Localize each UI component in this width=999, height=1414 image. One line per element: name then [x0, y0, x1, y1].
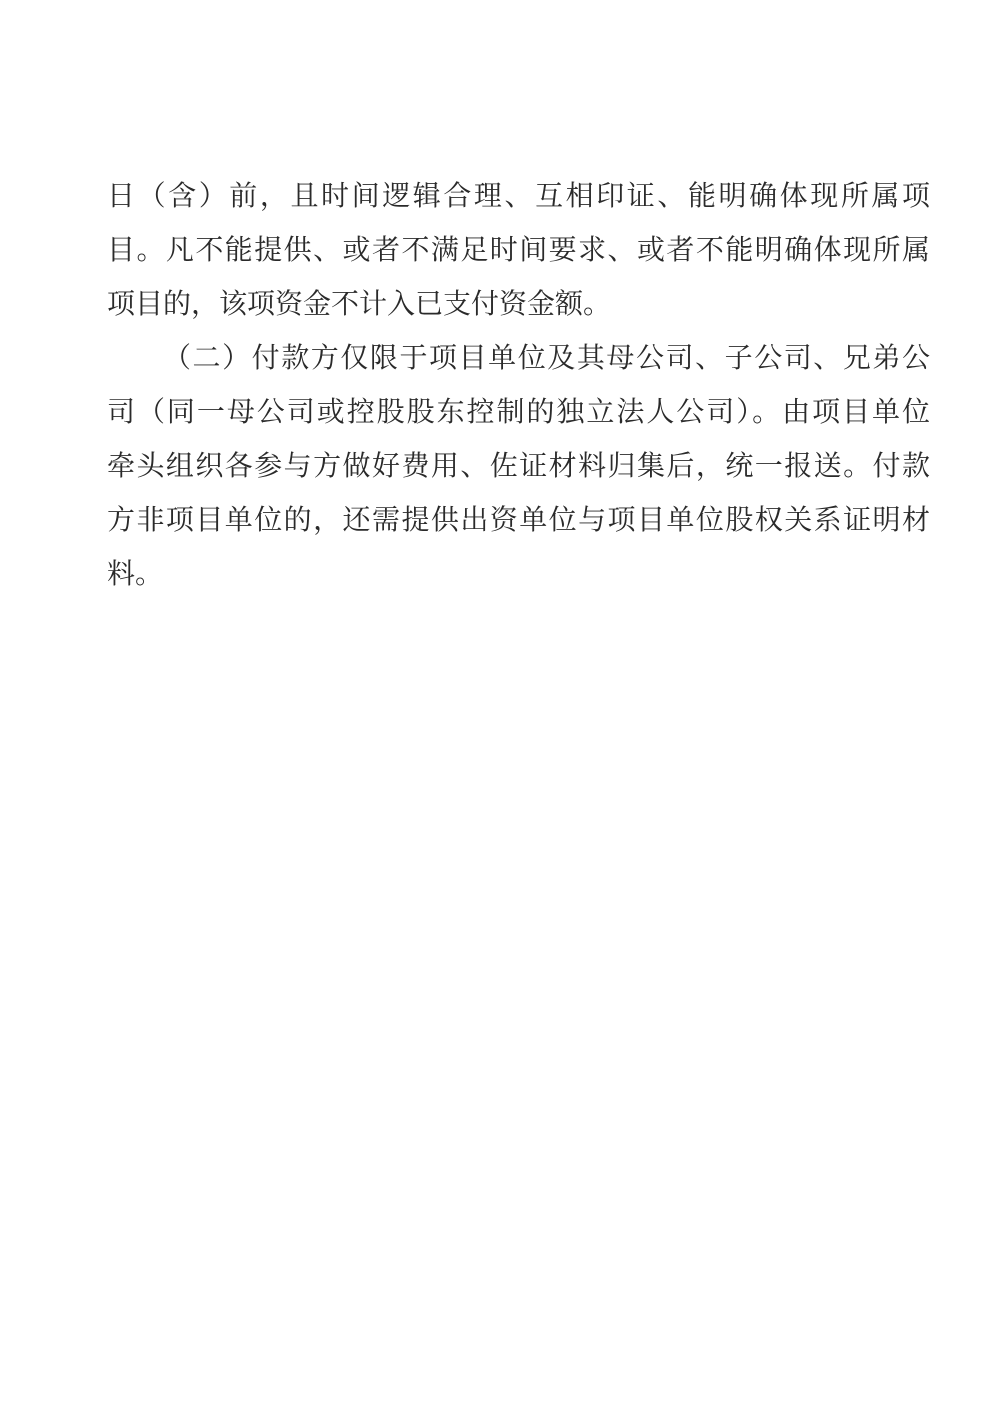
text-line: 料。 — [107, 559, 164, 590]
paragraph-item-two — [107, 332, 930, 602]
text-line: 牵头组织各参与方做好费用、佐证材料归集后，统一报送。付款 — [107, 451, 930, 482]
text-line: 日（含）前，且时间逻辑合理、互相印证、能明确体现所属项 — [107, 181, 930, 212]
text-line: 司（同一母公司或控股股东控制的独立法人公司）。由项目单位 — [107, 397, 930, 428]
text-line: （二）付款方仅限于项目单位及其母公司、子公司、兄弟公 — [163, 343, 930, 374]
text-line: 方非项目单位的，还需提供出资单位与项目单位股权关系证明材 — [107, 505, 930, 536]
paragraph-continuation — [107, 170, 930, 332]
document-text-block — [107, 170, 930, 602]
text-line: 项目的，该项资金不计入已支付资金额。 — [107, 289, 612, 320]
text-line: 目。凡不能提供、或者不满足时间要求、或者不能明确体现所属 — [107, 235, 930, 266]
